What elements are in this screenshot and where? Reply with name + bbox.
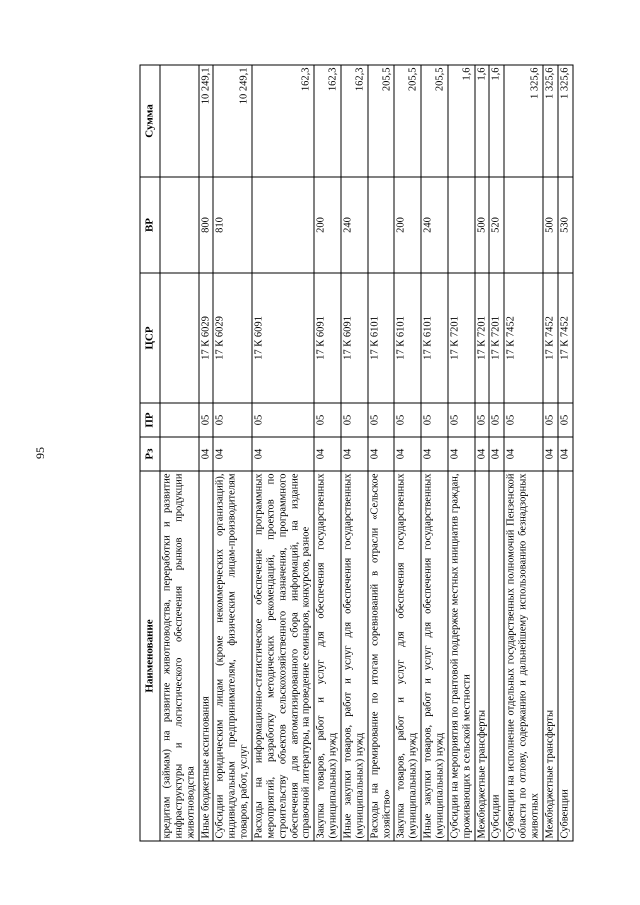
table-row bbox=[199, 65, 214, 841]
row-sum: 10 249,1 bbox=[213, 65, 252, 177]
row-rz: 04 bbox=[394, 437, 421, 471]
row-csr: 17 К 7452 bbox=[504, 273, 543, 403]
table-row bbox=[394, 65, 421, 841]
row-sum: 205,5 bbox=[394, 65, 421, 177]
row-sum: 10 249,1 bbox=[199, 65, 214, 177]
table-row bbox=[314, 65, 341, 841]
row-rz: 04 bbox=[558, 437, 573, 471]
row-name: Закупка товаров, работ и услуг для обеспечения государственных (муниципальных) нужд bbox=[394, 471, 421, 841]
row-sum: 205,5 bbox=[368, 65, 395, 177]
row-name: Субсидии юридическим лицам (кроме некоммерческих организаций), индивидуальным предпринимателям, физическим лицам-производителям товаров, работ, услуг bbox=[213, 471, 252, 841]
table-row bbox=[558, 65, 573, 841]
row-sum: 1 325,6 bbox=[558, 65, 573, 177]
row-name: Расходы на информационно-статистическое обеспечение программных мероприятий, разработку методических рекомендаций, проектов по строительству объектов сельскохозяйственного назначения, программного обеспечения для автоматизированного сбора информаций, на издание справочной литературы, на проведение семинаров, конкурсов, разное bbox=[252, 471, 314, 841]
row-pr: 05 bbox=[252, 403, 314, 437]
row-csr: 17 К 6101 bbox=[421, 273, 448, 403]
row-vr: 800 bbox=[199, 177, 214, 273]
row-vr bbox=[504, 177, 543, 273]
table-row bbox=[543, 65, 558, 841]
row-pr: 05 bbox=[504, 403, 543, 437]
row-csr: 17 К 6091 bbox=[252, 273, 314, 403]
row-vr: 200 bbox=[394, 177, 421, 273]
row-csr: 17 К 7201 bbox=[475, 273, 490, 403]
row-vr: 500 bbox=[543, 177, 558, 273]
row-csr: 17 К 7452 bbox=[558, 273, 573, 403]
header-name: Наименование bbox=[140, 471, 160, 841]
row-sum: 1 325,6 bbox=[504, 65, 543, 177]
row-rz: 04 bbox=[368, 437, 395, 471]
table-row bbox=[475, 65, 490, 841]
row-rz: 04 bbox=[475, 437, 490, 471]
row-pr: 05 bbox=[543, 403, 558, 437]
row-pr: 05 bbox=[558, 403, 573, 437]
row-pr: 05 bbox=[489, 403, 504, 437]
row-rz: 04 bbox=[448, 437, 475, 471]
row-csr: 17 К 7452 bbox=[543, 273, 558, 403]
table-header-row bbox=[140, 65, 160, 841]
row-rz: 04 bbox=[213, 437, 252, 471]
table-row bbox=[421, 65, 448, 841]
row-csr bbox=[160, 273, 199, 403]
row-csr: 17 К 6091 bbox=[314, 273, 341, 403]
row-vr bbox=[368, 177, 395, 273]
row-rz: 04 bbox=[504, 437, 543, 471]
row-csr: 17 К 7201 bbox=[489, 273, 504, 403]
row-sum: 1,6 bbox=[475, 65, 490, 177]
row-pr: 05 bbox=[448, 403, 475, 437]
row-name: Субвенции на исполнение отдельных государственных полномочий Пензенской области по отлову, содержанию и дальнейшему использованию безнадзорных животных bbox=[504, 471, 543, 841]
row-sum: 162,3 bbox=[341, 65, 368, 177]
row-vr bbox=[252, 177, 314, 273]
row-pr: 05 bbox=[341, 403, 368, 437]
row-sum: 1 325,6 bbox=[543, 65, 558, 177]
row-pr: 05 bbox=[213, 403, 252, 437]
row-rz: 04 bbox=[489, 437, 504, 471]
row-vr bbox=[448, 177, 475, 273]
row-csr: 17 К 6101 bbox=[368, 273, 395, 403]
page-number: 95 bbox=[33, 447, 47, 459]
header-rz: Рз bbox=[140, 437, 160, 471]
row-sum: 1,6 bbox=[489, 65, 504, 177]
row-pr: 05 bbox=[368, 403, 395, 437]
row-csr: 17 К 6101 bbox=[394, 273, 421, 403]
table-row bbox=[368, 65, 395, 841]
budget-table bbox=[140, 65, 574, 842]
table-row bbox=[160, 65, 199, 841]
row-csr: 17 К 6029 bbox=[213, 273, 252, 403]
table-row bbox=[489, 65, 504, 841]
row-rz: 04 bbox=[341, 437, 368, 471]
row-vr: 500 bbox=[475, 177, 490, 273]
row-pr: 05 bbox=[394, 403, 421, 437]
row-vr: 240 bbox=[341, 177, 368, 273]
row-rz bbox=[160, 437, 199, 471]
row-pr: 05 bbox=[421, 403, 448, 437]
header-vr: ВР bbox=[140, 177, 160, 273]
row-name: Субвенции bbox=[558, 471, 573, 841]
row-rz: 04 bbox=[421, 437, 448, 471]
row-name: Иные бюджетные ассигнования bbox=[199, 471, 214, 841]
row-vr: 520 bbox=[489, 177, 504, 273]
table-row bbox=[504, 65, 543, 841]
row-pr: 05 bbox=[475, 403, 490, 437]
row-name: Иные закупки товаров, работ и услуг для обеспечения государственных (муниципальных) нужд bbox=[341, 471, 368, 841]
rotated-table-container bbox=[140, 66, 571, 842]
row-name: кредитам (займам) на развитие животноводства, переработки и развитие инфраструктуры и логистического обеспечения рынков продукции животноводства bbox=[160, 471, 199, 841]
row-rz: 04 bbox=[199, 437, 214, 471]
row-vr bbox=[160, 177, 199, 273]
row-vr: 240 bbox=[421, 177, 448, 273]
row-name: Иные закупки товаров, работ и услуг для обеспечения государственных (муниципальных) нужд bbox=[421, 471, 448, 841]
row-name: Расходы на премирование по итогам соревнований в отрасли «Сельское хозяйство» bbox=[368, 471, 395, 841]
row-sum: 205,5 bbox=[421, 65, 448, 177]
header-pr: ПР bbox=[140, 403, 160, 437]
row-vr: 530 bbox=[558, 177, 573, 273]
row-pr: 05 bbox=[314, 403, 341, 437]
row-sum: 162,3 bbox=[314, 65, 341, 177]
row-sum: 162,3 bbox=[252, 65, 314, 177]
row-sum bbox=[160, 65, 199, 177]
row-csr: 17 К 6029 bbox=[199, 273, 214, 403]
row-name: Межбюджетные трансферты bbox=[475, 471, 490, 841]
header-csr: ЦСР bbox=[140, 273, 160, 403]
row-csr: 17 К 6091 bbox=[341, 273, 368, 403]
row-vr: 810 bbox=[213, 177, 252, 273]
row-rz: 04 bbox=[543, 437, 558, 471]
row-rz: 04 bbox=[252, 437, 314, 471]
row-csr: 17 К 7201 bbox=[448, 273, 475, 403]
table-row bbox=[213, 65, 252, 841]
row-name: Субсидии на мероприятия по грантовой поддержке местных инициатив граждан, проживающих в сельской местности bbox=[448, 471, 475, 841]
row-pr: 05 bbox=[199, 403, 214, 437]
row-sum: 1,6 bbox=[448, 65, 475, 177]
table-row bbox=[448, 65, 475, 841]
table-row bbox=[341, 65, 368, 841]
row-vr: 200 bbox=[314, 177, 341, 273]
table-row bbox=[252, 65, 314, 841]
header-sum: Сумма bbox=[140, 65, 160, 177]
row-name: Закупка товаров, работ и услуг для обеспечения государственных (муниципальных) нужд bbox=[314, 471, 341, 841]
row-name: Субсидии bbox=[489, 471, 504, 841]
row-pr bbox=[160, 403, 199, 437]
row-rz: 04 bbox=[314, 437, 341, 471]
row-name: Межбюджетные трансферты bbox=[543, 471, 558, 841]
